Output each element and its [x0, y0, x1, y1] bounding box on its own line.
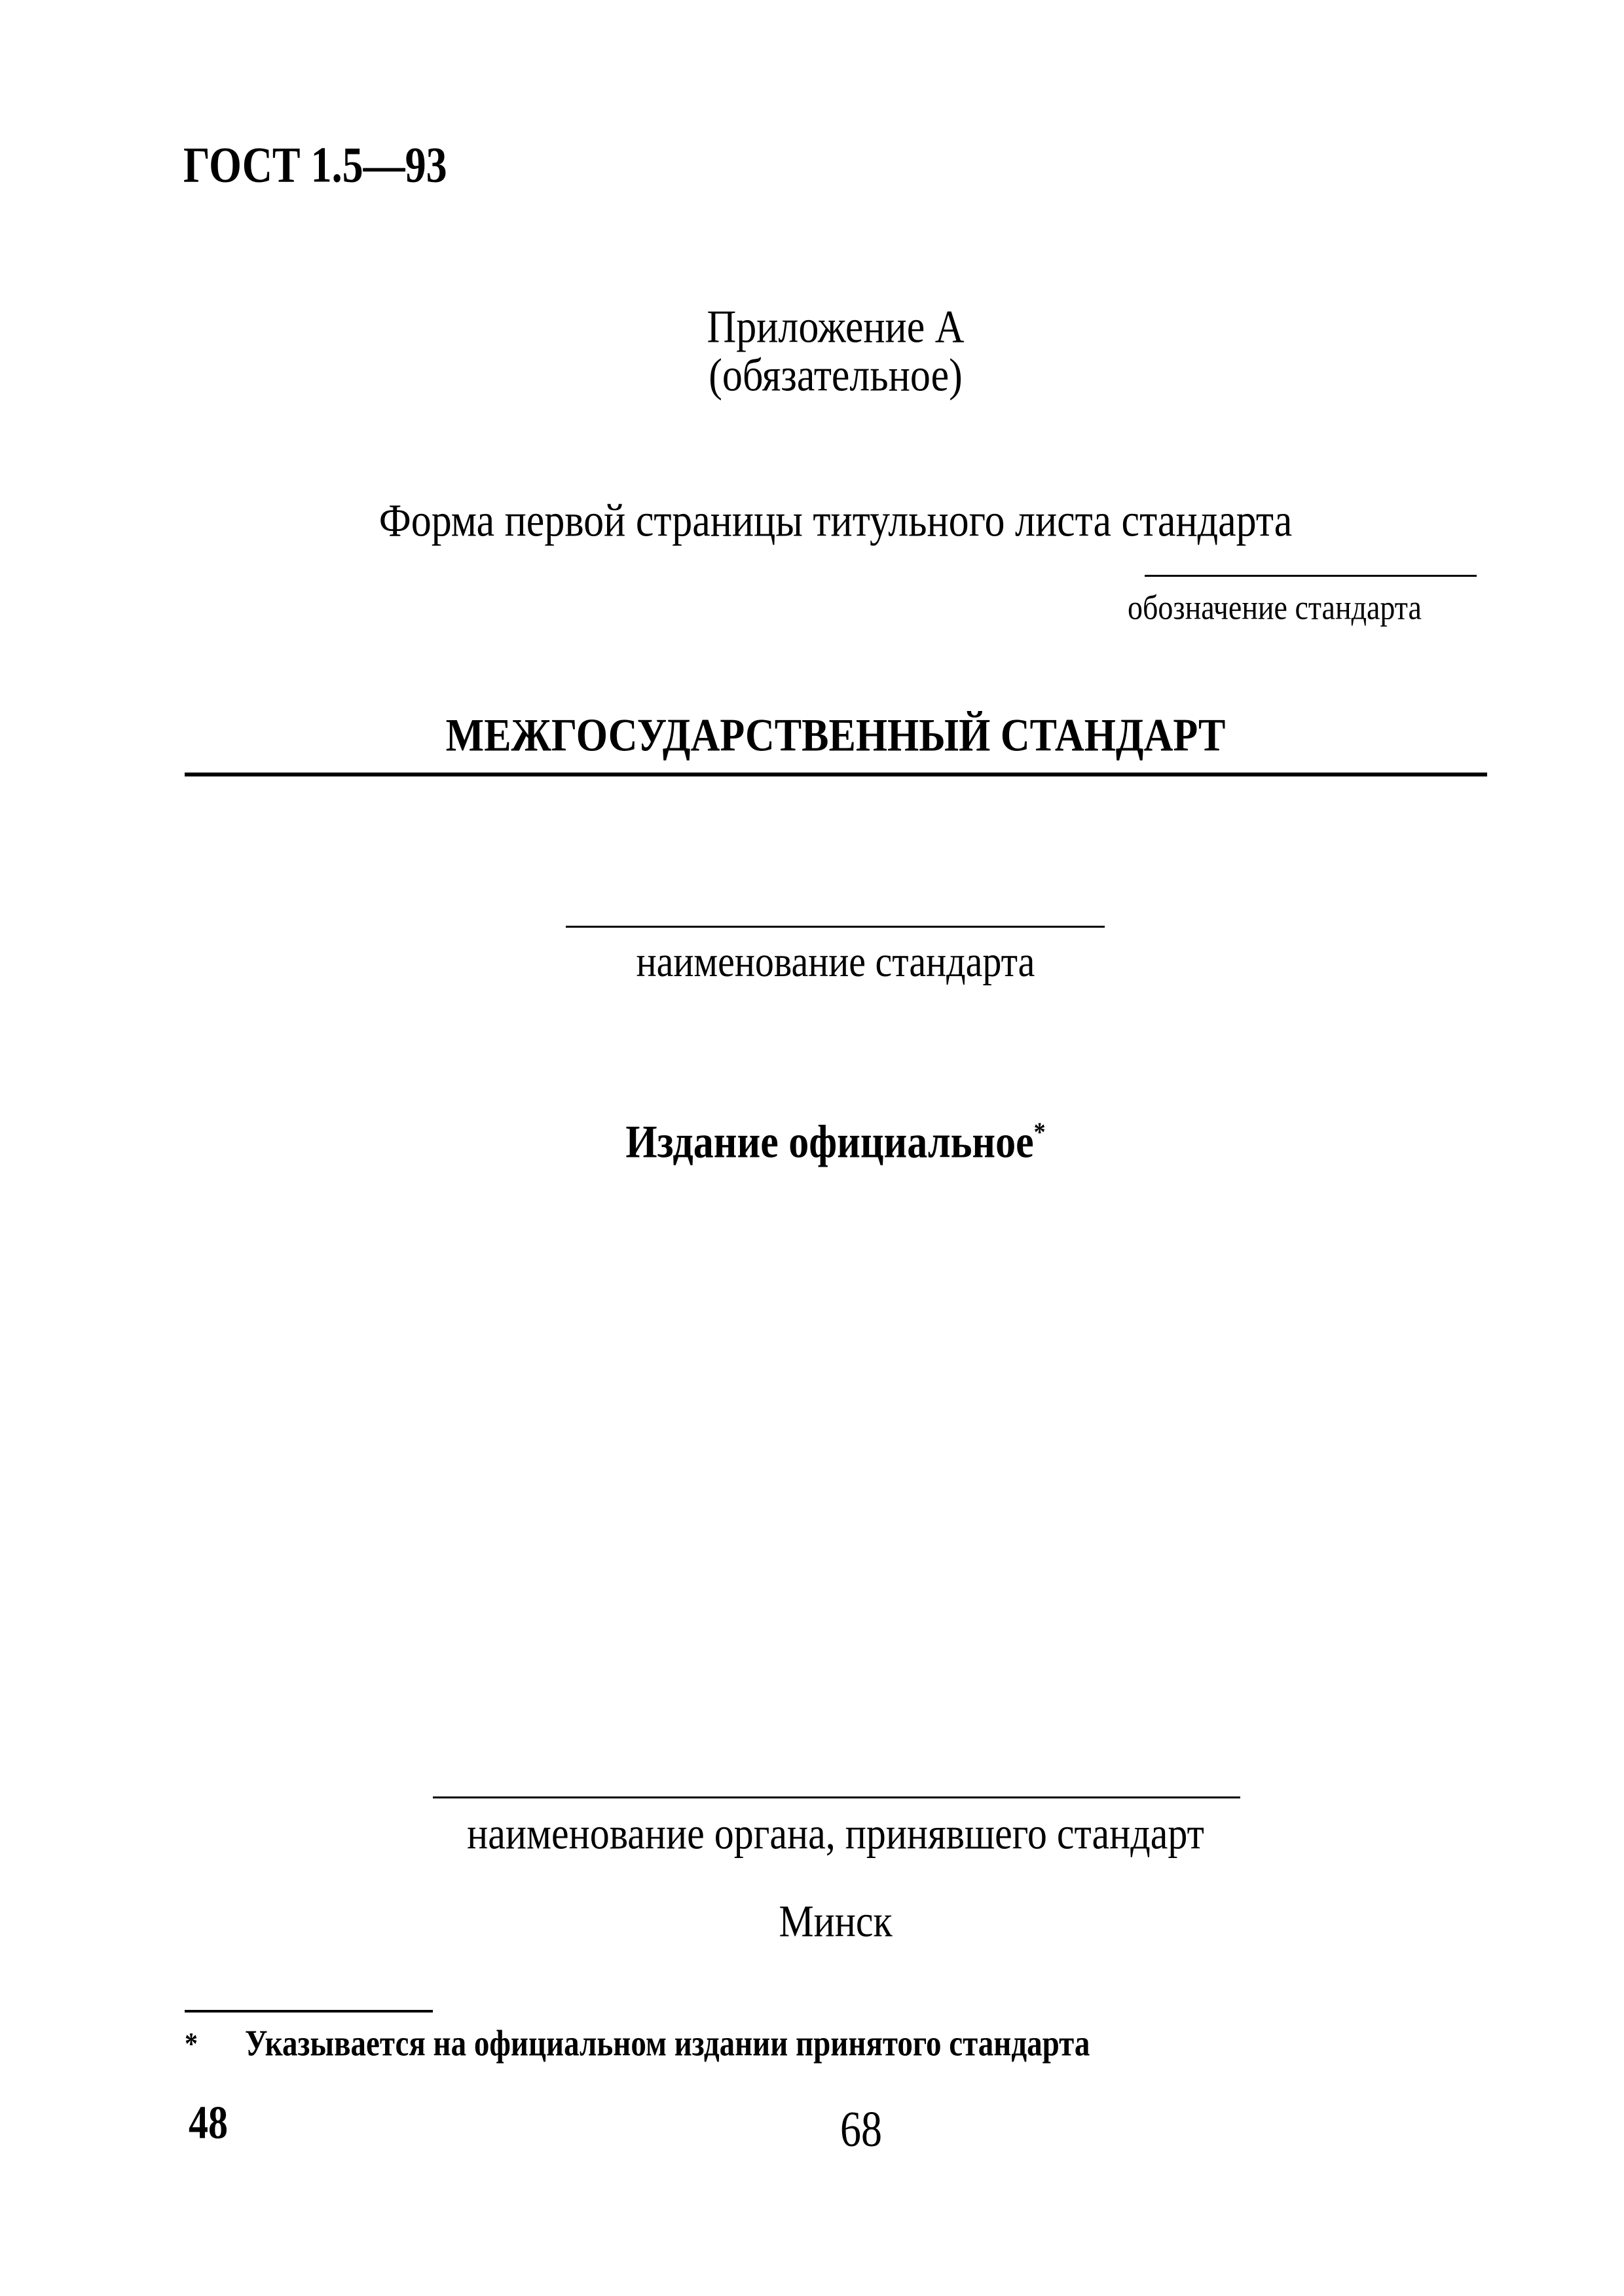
heading-rule: [185, 773, 1487, 776]
footnote-rule: [185, 2010, 433, 2013]
edition-text: Издание официальное: [625, 1116, 1034, 1168]
appendix-status: (обязательное): [709, 350, 963, 401]
footnote-text: Указывается на официальном издании принятого стандарта: [245, 2023, 1090, 2064]
appendix-title: Приложение А: [707, 301, 965, 353]
city: Минск: [779, 1896, 893, 1946]
document-code: ГОСТ 1.5—93: [183, 137, 447, 193]
edition-label: [0, 1116, 1624, 1168]
footnote-marker: *: [1033, 1116, 1046, 1147]
name-line: [566, 926, 1105, 928]
form-title: Форма первой страницы титульного листа стандарта: [378, 495, 1293, 547]
page-number-center: 68: [840, 2101, 882, 2157]
designation-caption: обозначение стандарта: [1128, 588, 1422, 627]
body-line: [433, 1796, 1240, 1798]
designation-line: [1145, 575, 1477, 577]
name-caption: наименование стандарта: [636, 937, 1035, 987]
body-caption: наименование органа, принявшего стандарт: [467, 1808, 1204, 1859]
page-number-left: 48: [189, 2096, 228, 2149]
main-heading: МЕЖГОСУДАРСТВЕННЫЙ СТАНДАРТ: [445, 710, 1226, 761]
footnote-mark: *: [185, 2026, 198, 2062]
